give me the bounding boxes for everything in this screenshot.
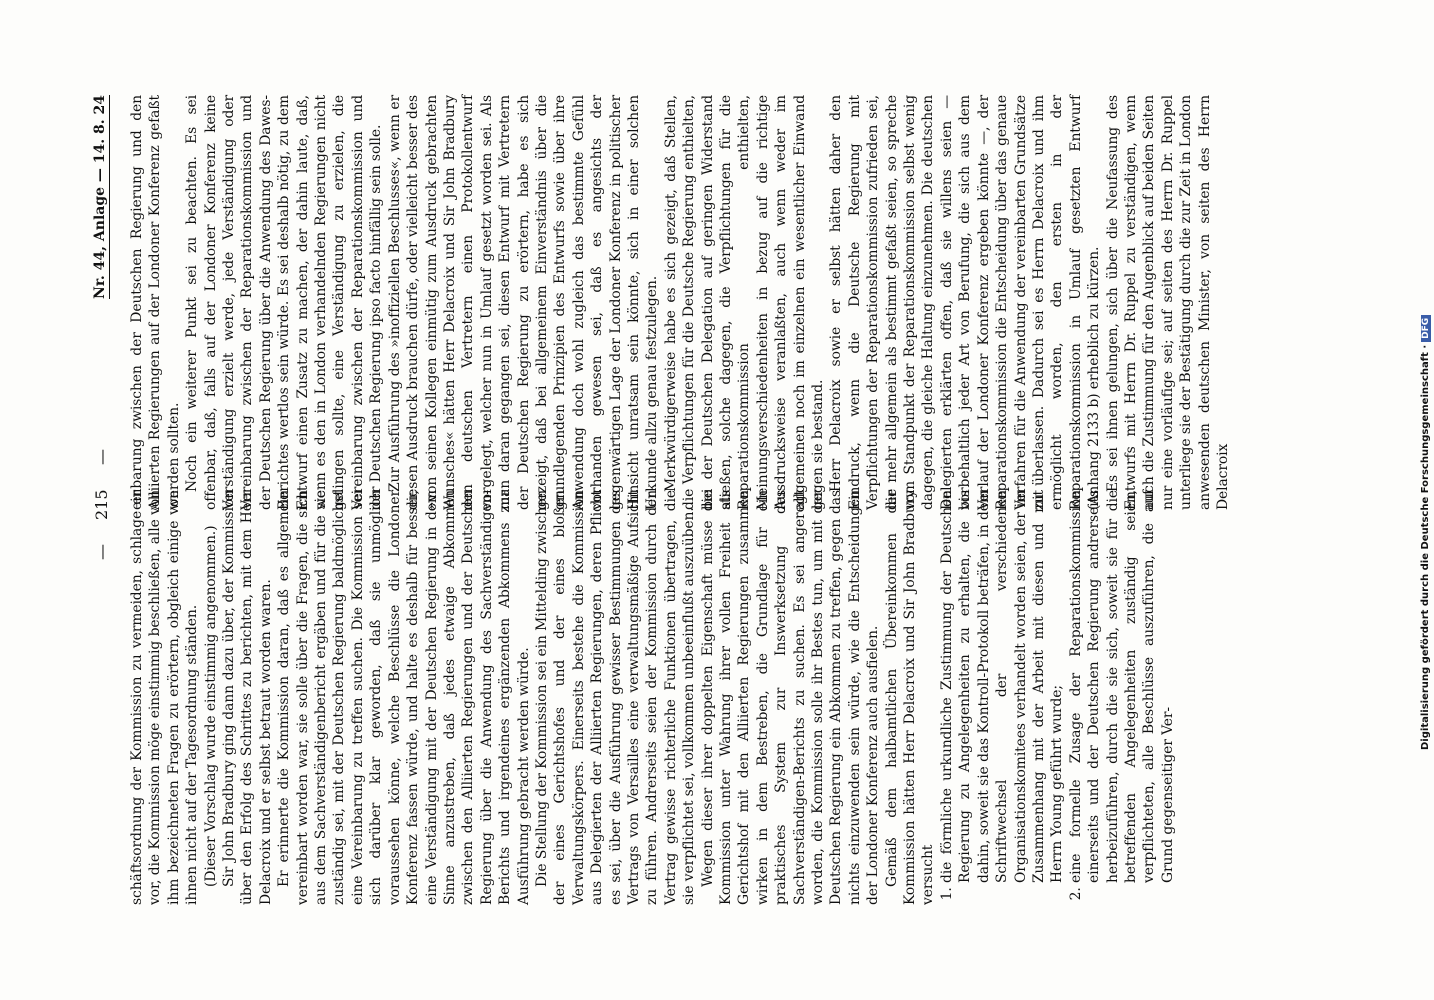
paragraph: Zur Ausführung des »inoffiziellen Beschlusses«, wenn er diesen Ausdruck brauchen dürfe, oder vielleicht besser des »von seinen Kollegen einmütig zum Ausdruck gebrachten Wunsches« hätten Herr Delacroix und Sir John Bradbury den deutschen Vertretern einen Protokollentwurf vorgelegt, welcher nun in Umlauf gesetzt worden sei. Als man daran gegangen sei, diesen Entwurf mit Vertretern der Deutschen Regierung zu erörtern, habe es sich gezeigt, daß bei allgemeinem Einverständnis über die grundlegenden Prinzipien des Entwurfs sowie über ihre Anwendung doch wohl zugleich das bestimmte Gefühl vorhanden gewesen sei, daß es angesichts der gegenwärtigen Lage der Londoner Konferenz in politischer Hinsicht unratsam sein könnte, sich in einer solchen Urkunde allzu genau festzulegen. (386, 95, 661, 510)
list-item: 1. die förmliche urkundliche Zustimmung der Deutschen Regierung zu Angelegenheiten zu erhalten, die bis dahin, soweit sie das Kontroll-Protokoll beträfen, in dem Schriftwechsel der verschiedenen Organisationskomitees verhandelt worden seien, der im Zusammenhang mit der Arbeit mit diesen und mit Herrn Young geführt wurde; (938, 490, 1067, 883)
paragraph: Wegen dieser ihrer doppelten Eigenschaft müsse die Kommission unter Wahrung ihrer vollen Freiheit als Gerichtshof mit den Alliierten Regierungen zusammen wirken in dem Bestreben, die Grundlage für ein praktisches System zur Inswerksetzung des Sachverständigen-Berichts zu suchen. Es sei angeregt worden, die Kommission solle ihr Bestes tun, um mit der Deutschen Regierung ein Abkommen zu treffen, gegen das nichts einzuwenden sein würde, wie die Entscheidungen der Londoner Konferenz auch ausfielen. (699, 490, 882, 905)
digitization-credit (1420, 10, 1431, 750)
page-header (88, 95, 118, 905)
paragraph: Es sei ihnen gelungen, sich über die Neufassung des Entwurfs mit Herrn Dr. Ruppel zu verständigen, wenn auch die Zustimmung für den Augenblick auf beiden Seiten nur eine vorläufige sei; auf seiten des Herrn Dr. Ruppel unterliege sie der Bestätigung durch die zur Zeit in London anwesenden deutschen Minister, von seiten des Herrn Delacroix (1104, 95, 1231, 510)
paragraph: Sir John Bradbury ging dann dazu über, der Kommission über den Erfolg des Schrittes zu berichten, mit dem Herr Delacroix und er selbst betraut worden waren. (221, 490, 274, 905)
right-column (128, 95, 1232, 510)
paragraph: einbarung zwischen der Deutschen Regierung und den Alliierten Regierungen auf der Londoner Konferenz gefaßt werden sollten. (129, 95, 182, 510)
paragraph: Er erinnerte die Kommission daran, daß es allgemein vereinbart worden war, sie solle über die Fragen, die sich aus dem Sachverständigenbericht ergäben und für die sie zuständig sei, mit der Deutschen Regierung baldmöglichst eine Vereinbarung zu treffen suchen. Die Kommission sei sich darüber klar geworden, daß sie unmöglich voraussehen könne, welche Beschlüsse die Londoner Konferenz fassen würde, und halte es deshalb für besser, eine Verständigung mit der Deutschen Regierung in dem Sinne anzustreben, daß jedes etwaige Abkommen zwischen den Alliierten Regierungen und der Deutschen Regierung über die Anwendung des Sachverständigen-Berichts und irgendeines ergänzenden Abkommens zur Ausführung gebracht werden würde. (276, 490, 532, 905)
paragraph: schäftsordnung der Kommission zu vermeiden, schlage er vor, die Kommission möge einstimmig beschließen, alle von ihm bezeichneten Fragen zu erörtern, obgleich einige von ihnen nicht auf der Tagesordnung ständen. (129, 490, 201, 905)
left-column (128, 490, 1177, 905)
numbered-list (938, 490, 1177, 905)
paragraph: Noch ein weiterer Punkt sei zu beachten. Es sei offenbar, daß, falls auf der Londoner Konferenz keine Verständigung erzielt werde, jede Verständigung oder Vereinbarung zwischen der Reparationskommission und der Deutschen Regierung über die Anwendung des Dawes-Berichtes wertlos sein würde. Es sei deshalb nötig, zu dem Entwurf einen Zusatz zu machen, der dahin laute, daß, wenn es den in London verhandelnden Regierungen nicht gelingen sollte, eine Verständigung zu erzielen, die Vereinbarung zwischen der Reparationskommission und der Deutschen Regierung ipso facto hinfällig sein solle. (184, 95, 385, 510)
paragraph: Herr Delacroix sowie er selbst hätten daher den Eindruck, wenn die Deutsche Regierung mit Verpflichtungen der Reparationskommission zufrieden sei, die mehr allgemein als bestimmt gefaßt seien, so spreche vom Standpunkt der Reparationskommission selbst wenig dagegen, die gleiche Haltung einzunehmen. Die deutschen Delegierten erklärten offen, daß sie willens seien — vorbehaltlich jeder Art von Berufung, die sich aus dem Verlauf der Londoner Konferenz ergeben könnte —, der Reparationskommission die Entscheidung über das genaue Verfahren für die Anwendung der vereinbarten Grundsätze zu überlassen. Dadurch sei es Herrn Delacroix und ihm ermöglicht worden, den ersten in der Reparationskommission in Umlauf gesetzten Entwurf (Anhang 2133 b) erheblich zu kürzen. (828, 95, 1103, 510)
page-number: 215 (92, 489, 111, 520)
paragraph: Die Stellung der Kommission sei ein Mittelding zwischen der eines Gerichtshofes und der eines bloßen Verwaltungskörpers. Einerseits bestehe die Kommission aus Delegierten der Alliierten Regierungen, deren Pflicht es sei, über die Ausführung gewisser Bestimmungen des Vertrags von Versailles eine verwaltungsmäßige Aufsicht zu führen. Andrerseits seien der Kommission durch den Vertrag gewisse richterliche Funktionen übertragen, die sie verpflichtet sei, vollkommen unbeeinflußt auszuüben. (533, 490, 698, 905)
paragraph: Gemäß dem halbamtlichen Übereinkommen der Kommission hätten Herr Delacroix und Sir John Bradbury versucht (883, 490, 937, 905)
dfg-logo: DFG (1421, 315, 1431, 342)
paragraph: (Dieser Vorschlag wurde einstimmig angenommen.) (202, 525, 219, 887)
list-item: 2. eine formelle Zusage der Reparationskommission einerseits und der Deutschen Regierung andrerseits herbeizuführen, durch die sie sich, soweit sie für die betreffenden Angelegenheiten zuständig seien, verpflichteten, alle Beschlüsse auszuführen, die auf Grund gegenseitiger Ver- (1067, 490, 1177, 883)
header-dash-left: — (92, 544, 111, 560)
paragraph: Merkwürdigerweise habe es sich gezeigt, daß Stellen, die Verpflichtungen für die Deutsche Regierung enthielten, bei der Deutschen Delegation auf geringen Widerstand stießen, solche dagegen, die Verpflichtungen für die Reparationskommission enthielten, Meinungsverschiedenheiten in bezug auf die richtige Ausdrucksweise veranlaßten, auch wenn weder im allgemeinen noch im einzelnen ein wesentlicher Einwand gegen sie bestand. (662, 95, 827, 510)
credit-text: Digitalisierung gefördert durch die Deutsche Forschungsgemeinschaft · (1420, 344, 1431, 750)
running-head: Nr. 44, Anlage — 14. 8. 24 (92, 95, 108, 299)
header-dash-right: — (92, 449, 111, 465)
